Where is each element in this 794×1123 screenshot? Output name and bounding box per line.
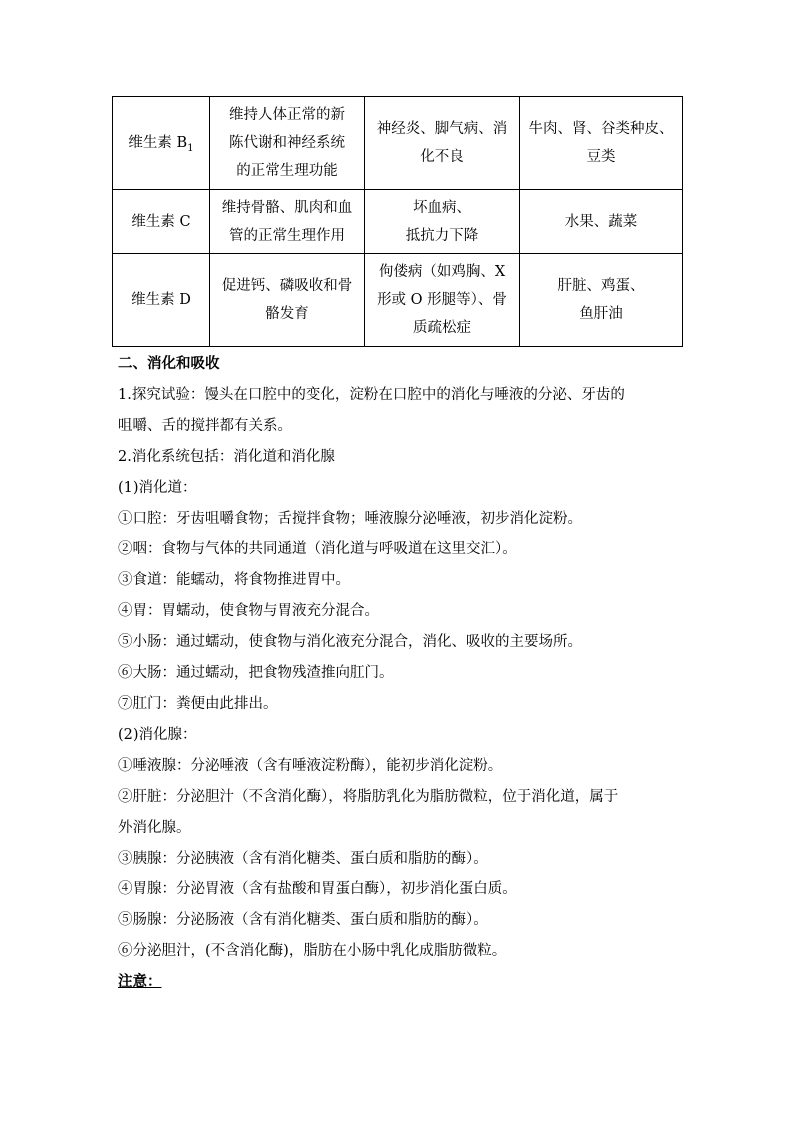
section-heading: 二、消化和吸收 xyxy=(118,355,220,372)
sources-cell: 肝脏、鸡蛋、 鱼肝油 xyxy=(520,254,683,347)
list-item: ②肝脏：分泌胆汁（不含消化酶），将脂肪乳化为脂肪微粒，位于消化道，属于 xyxy=(118,788,619,805)
paragraph-system: 2.消化系统包括：消化道和消化腺 xyxy=(118,448,335,465)
note-heading: 注意： xyxy=(118,973,162,991)
vitamin-name-cell: 维生素 C xyxy=(113,190,210,254)
function-cell: 维持骨骼、肌肉和血 管的正常生理作用 xyxy=(210,190,365,254)
deficiency-cell: 神经炎、脚气病、消 化不良 xyxy=(365,97,520,190)
digestion-section xyxy=(118,349,688,998)
paragraph-experiment-cont: 咀嚼、舌的搅拌都有关系。 xyxy=(118,417,292,434)
list-item: ④胃腺：分泌胃液（含有盐酸和胃蛋白酶），初步消化蛋白质。 xyxy=(118,881,517,898)
gland-title: (2)消化腺： xyxy=(118,726,197,743)
list-item: ⑤小肠：通过蠕动，使食物与消化液充分混合，消化、吸收的主要场所。 xyxy=(118,634,582,651)
paragraph-experiment: 1.探究试验：馒头在口腔中的变化，淀粉在口腔中的消化与唾液的分泌、牙齿的 xyxy=(118,386,625,403)
list-item: ①口腔：牙齿咀嚼食物；舌搅拌食物；唾液腺分泌唾液，初步消化淀粉。 xyxy=(118,510,582,527)
list-item: ③胰腺：分泌胰液（含有消化糖类、蛋白质和脂肪的酶）。 xyxy=(118,850,488,867)
sources-cell: 水果、蔬菜 xyxy=(520,190,683,254)
list-item: ⑦肛门：粪便由此排出。 xyxy=(118,695,278,712)
list-item: ⑥大肠：通过蠕动，把食物残渣推向肛门。 xyxy=(118,665,394,682)
table-row xyxy=(113,190,683,254)
tract-title: (1)消化道： xyxy=(118,479,197,496)
list-item: 外消化腺。 xyxy=(118,819,191,836)
list-item: ⑤肠腺：分泌肠液（含有消化糖类、蛋白质和脂肪的酶）。 xyxy=(118,912,488,929)
table-row xyxy=(113,97,683,190)
list-item: ②咽：食物与气体的共同通道（消化道与呼吸道在这里交汇）。 xyxy=(118,541,517,558)
list-item: ④胃：胃蠕动，使食物与胃液充分混合。 xyxy=(118,603,379,620)
vitamin-name-cell: 维生素 D xyxy=(113,254,210,347)
list-item: ③食道：能蠕动，将食物推进胃中。 xyxy=(118,572,350,589)
vitamin-name-cell: 维生素 $B_1$ xyxy=(113,97,210,190)
sources-cell: 牛肉、肾、谷类种皮、 豆类 xyxy=(520,97,683,190)
deficiency-cell: 佝偻病（如鸡胸、X 形或 O 形腿等）、骨 质疏松症 xyxy=(365,254,520,347)
vitamin-table xyxy=(112,96,683,347)
list-item: ①唾液腺：分泌唾液（含有唾液淀粉酶），能初步消化淀粉。 xyxy=(118,757,503,774)
function-cell: 促进钙、磷吸收和骨 骼发育 xyxy=(210,254,365,347)
deficiency-cell: 坏血病、 抵抗力下降 xyxy=(365,190,520,254)
function-cell: 维持人体正常的新 陈代谢和神经系统 的正常生理功能 xyxy=(210,97,365,190)
list-item: ⑥分泌胆汁，(不含消化酶)，脂肪在小肠中乳化成脂肪微粒。 xyxy=(118,943,507,960)
table-row xyxy=(113,254,683,347)
